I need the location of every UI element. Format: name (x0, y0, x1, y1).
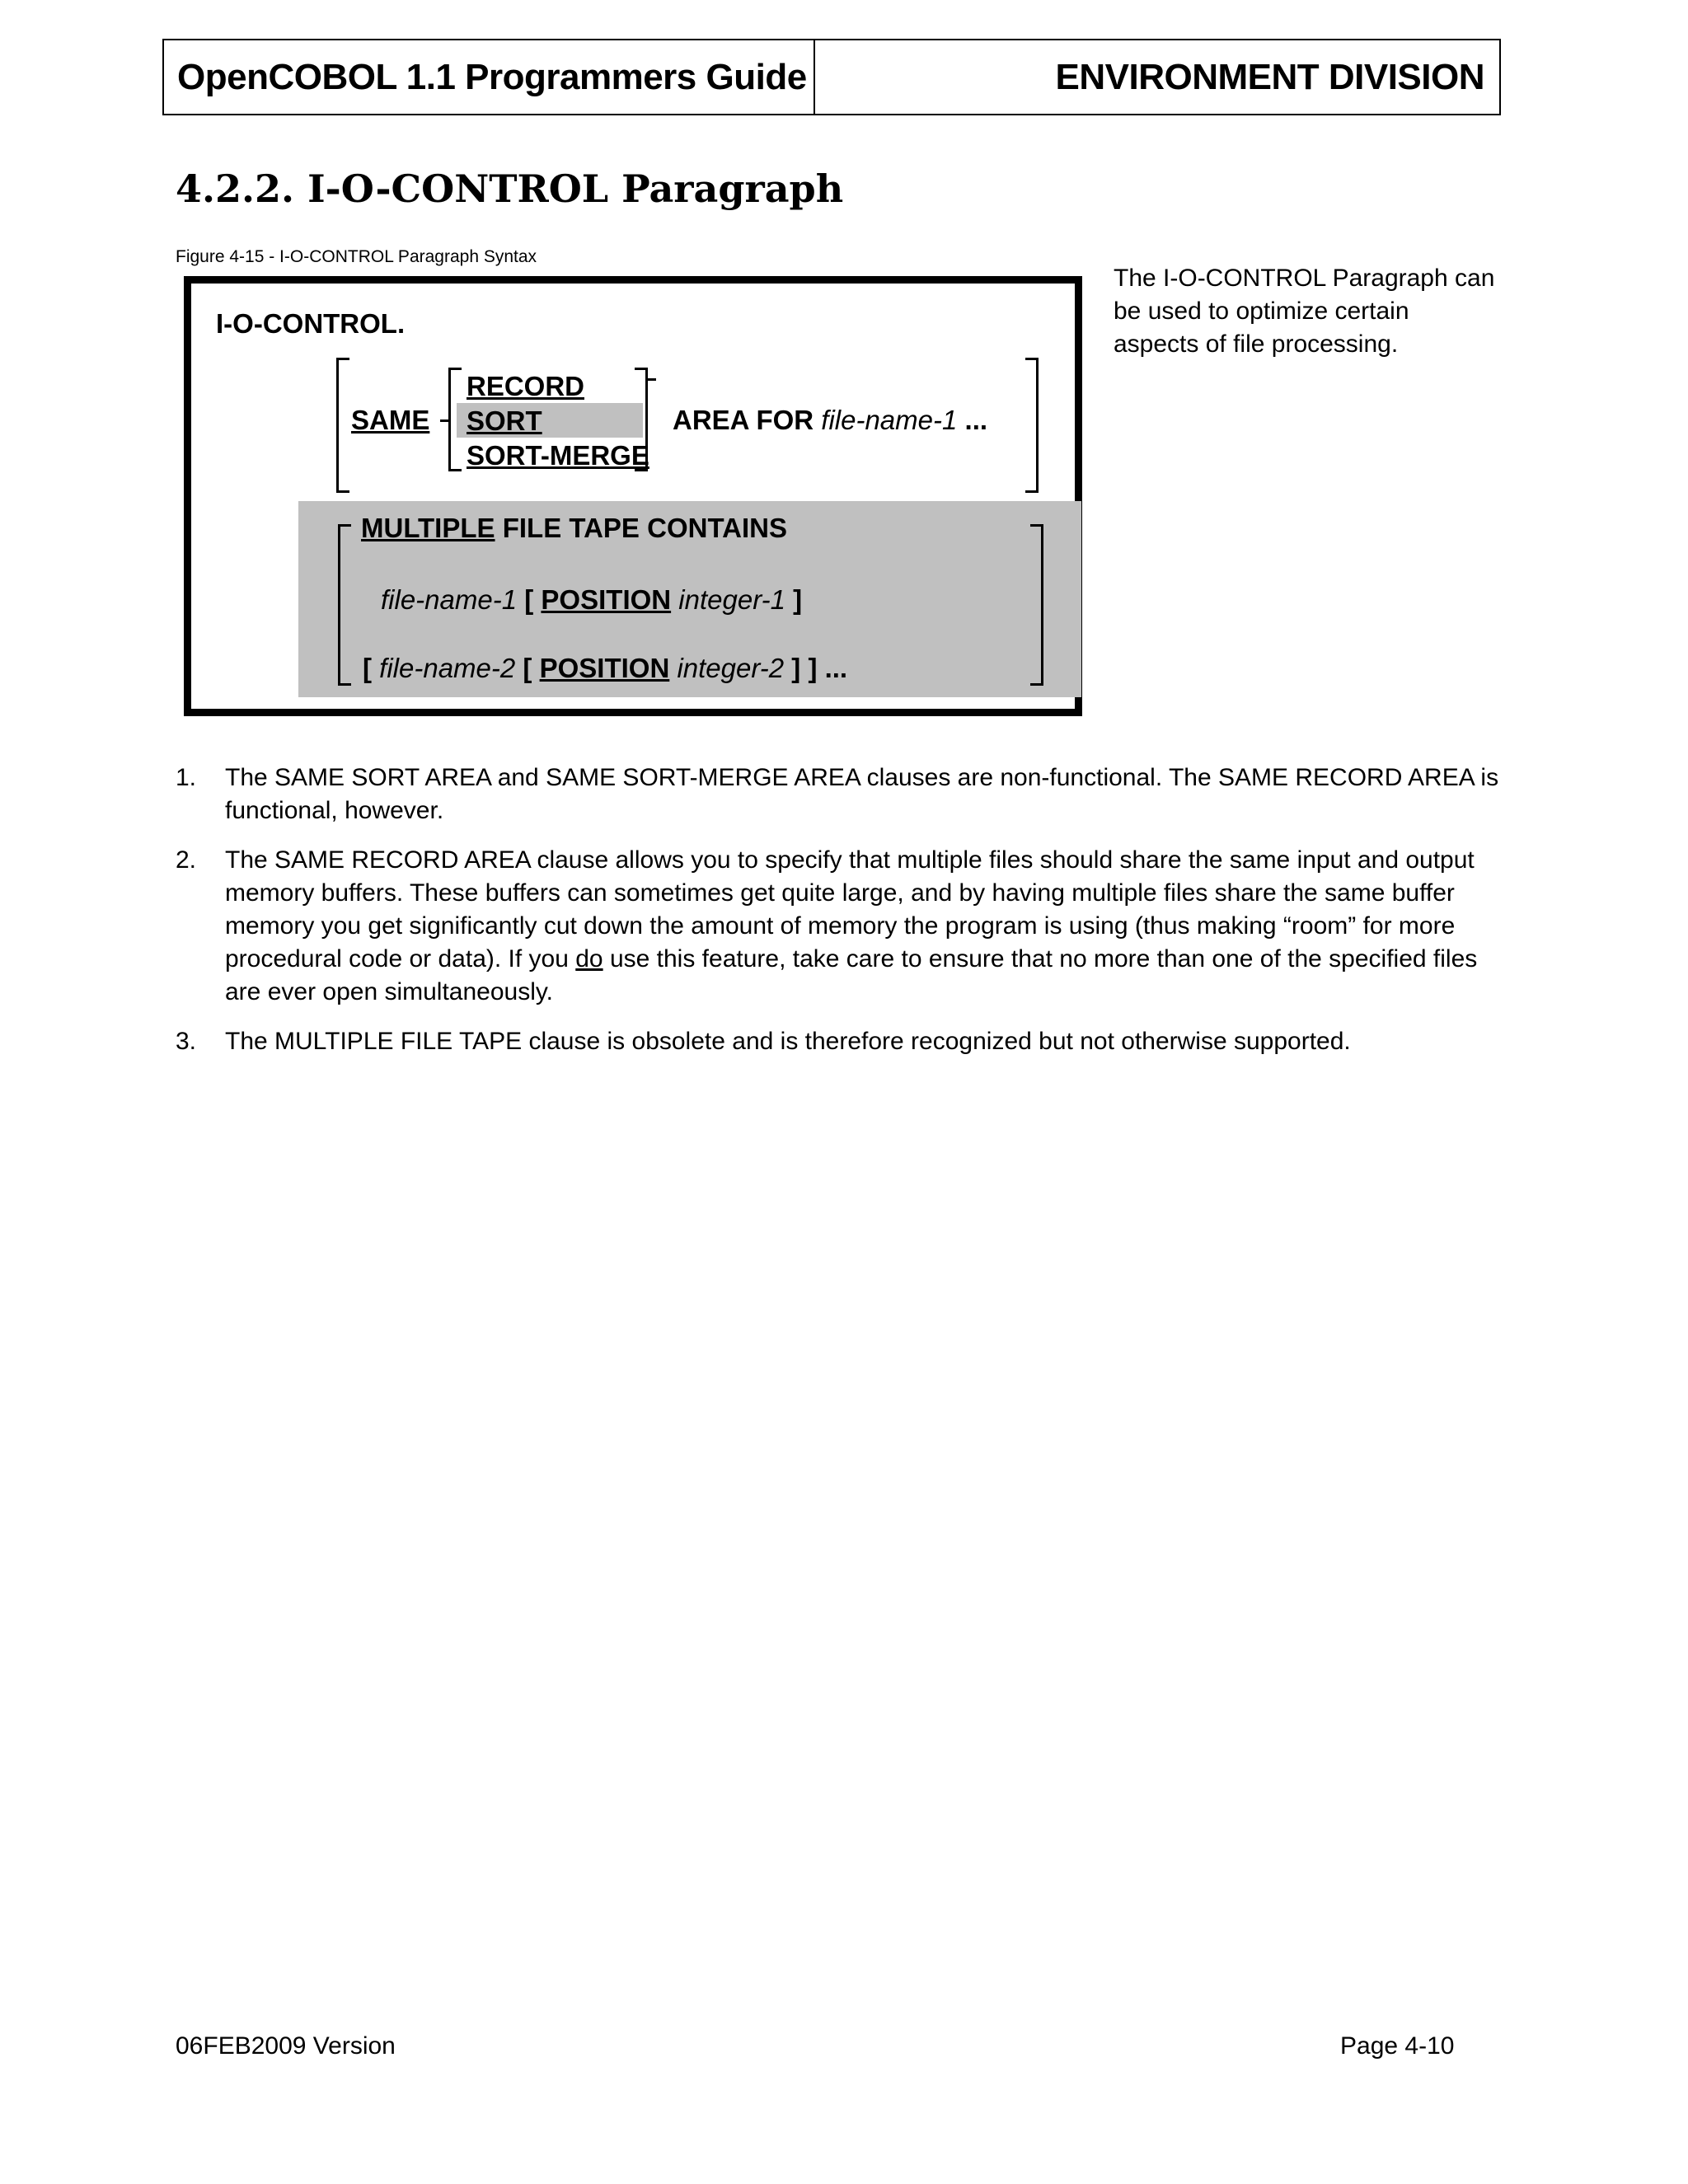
document-title: OpenCOBOL 1.1 Programmers Guide (164, 40, 815, 114)
option-record: RECORD (467, 371, 585, 401)
multiple-clause-close-bracket (1030, 524, 1043, 686)
position-line-1: file-name-1 [ POSITION integer-1 ] (381, 584, 803, 615)
position-keyword: POSITION (539, 653, 670, 683)
figure-caption: Figure 4-15 - I-O-CONTROL Paragraph Syntax (176, 247, 537, 266)
area-for-line (673, 405, 987, 436)
file-tape-contains: FILE TAPE CONTAINS (502, 513, 787, 543)
file-name-1-placeholder: file-name-1 (821, 405, 958, 435)
position-keyword: POSITION (541, 584, 672, 615)
list-item: 2. The SAME RECORD AREA clause allows you to specify that multiple files should share the same input and output memory buffers. These buffers can sometimes get quite large, and by having multiple files share the same buffer memory you get significantly cut down the amount of memory the program is using (thus making “room” for more procedural code or data). If you do use this feature, take care to ensure that no more than one of the specified files are ever open simultaneously. (176, 846, 1478, 1005)
syntax-heading: I-O-CONTROL. (216, 308, 406, 339)
ellipsis: ... (964, 405, 988, 435)
same-keyword: SAME (351, 405, 430, 435)
area-for-keyword: AREA FOR (673, 405, 814, 435)
syntax-diagram (184, 276, 1082, 716)
multiple-keyword: MULTIPLE (361, 513, 495, 543)
side-note: The I-O-CONTROL Paragraph can be used to optimize certain aspects of file processing. (1114, 265, 1495, 358)
multiple-line (361, 513, 787, 544)
chapter-title: ENVIRONMENT DIVISION (1055, 56, 1484, 97)
multiple-clause-open-bracket (338, 524, 351, 686)
position-line-2: [ file-name-2 [ POSITION integer-2 ] ] ... (363, 653, 848, 683)
page-header (162, 39, 1501, 115)
footer-page-number: Page 4-10 (1340, 2032, 1455, 2060)
list-item: 3. The MULTIPLE FILE TAPE clause is obsolete and is therefore recognized but not otherwise supported. (176, 1028, 1351, 1055)
same-clause-close-bracket (1025, 358, 1039, 493)
list-item: 1. The SAME SORT AREA and SAME SORT-MERGE AREA clauses are non-functional. The SAME RECORD AREA is functional, however. (176, 764, 1499, 824)
section-title: 4.2.2. I-O-CONTROL Paragraph (176, 166, 844, 211)
footer-version: 06FEB2009 Version (176, 2032, 396, 2060)
option-sort-merge: SORT-MERGE (467, 440, 649, 471)
option-choice-open-brace (448, 368, 462, 471)
notes-list (176, 762, 1501, 1075)
option-sort: SORT (467, 405, 542, 436)
same-clause-open-bracket (336, 358, 349, 493)
